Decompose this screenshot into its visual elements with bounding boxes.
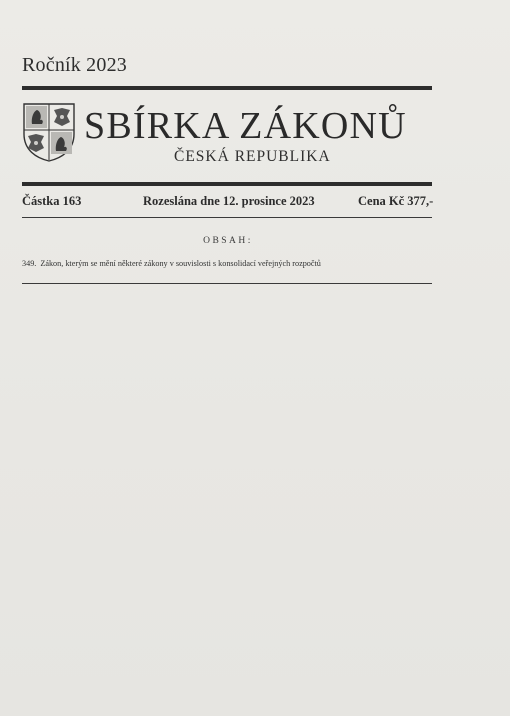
contents-item-number: 349. (22, 259, 37, 268)
czech-coat-of-arms-icon (22, 102, 76, 162)
issue-number: Částka 163 (22, 194, 82, 208)
contents-bottom-rule (22, 283, 432, 284)
meta-top-rule (22, 182, 432, 186)
contents-item-title: Zákon, kterým se mění některé zákony v souvislosti s konsolidací veřejných rozpočtů (40, 259, 321, 268)
volume-year: Ročník 2023 (22, 54, 127, 76)
contents-item (22, 259, 432, 268)
gazette-subtitle: ČESKÁ REPUBLIKA (174, 148, 331, 165)
top-rule (22, 86, 432, 90)
distribution-date: Rozeslána dne 12. prosince 2023 (143, 194, 315, 208)
issue-price: Cena Kč 377,- (358, 194, 434, 208)
meta-bottom-rule (22, 217, 432, 218)
gazette-title: SBÍRKA ZÁKONŮ (84, 105, 407, 147)
contents-heading: OBSAH: (203, 236, 253, 246)
